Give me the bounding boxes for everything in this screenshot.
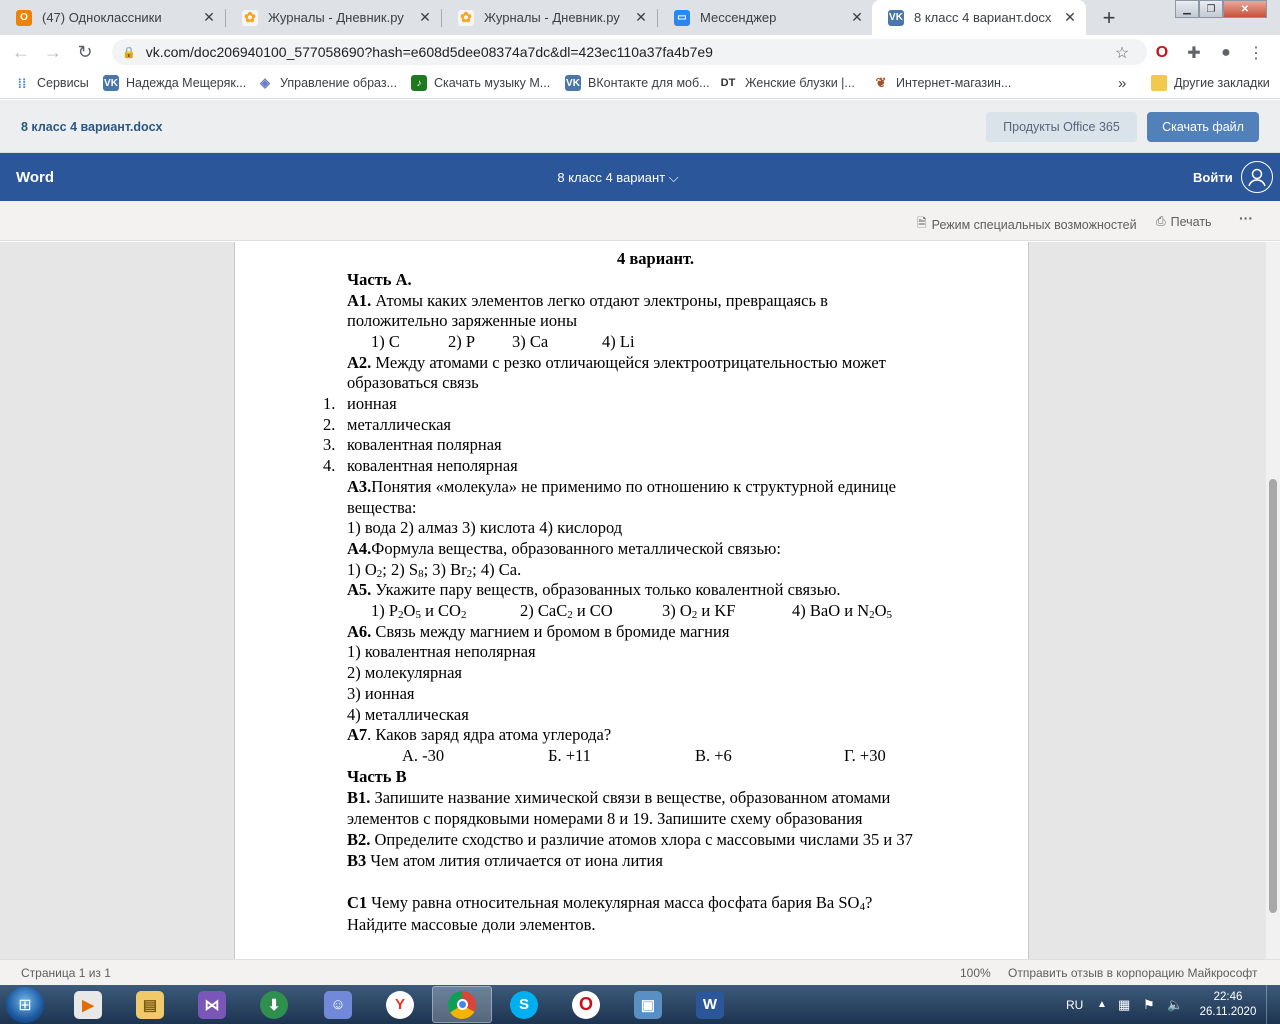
a7-option-v: В. +6 (695, 746, 732, 765)
bookmark-star-icon[interactable]: ☆ (1114, 45, 1130, 62)
zoom-level[interactable]: 100% (960, 966, 991, 980)
accessibility-icon: 🗎 (917, 216, 927, 230)
a4-options: 1) $O_2$; 2) $S_8$; 3) $Br_2$; 4) Ca. (347, 560, 522, 580)
reload-icon[interactable]: ↻ (77, 41, 93, 62)
tab-title: Мессенджер (700, 10, 777, 25)
music-icon: ♪ (411, 75, 427, 91)
forward-icon[interactable]: → (44, 41, 62, 62)
apps-icon: ⁞⁞ (14, 75, 30, 91)
browser-tab-strip (0, 0, 1280, 35)
bookmark-label: Скачать музыку М... (434, 76, 551, 90)
browser-tab-dnevnik-1[interactable] (226, 0, 441, 35)
question-a2: А2. Между атомами с резко отличающейся электроотрицательностью может (347, 353, 886, 372)
sign-in-link[interactable]: Войти (1193, 170, 1233, 185)
bookmarks-bar (0, 69, 1280, 99)
action-center-icon[interactable]: ⚑ (1143, 996, 1155, 1012)
close-tab-icon[interactable]: ✕ (635, 9, 647, 25)
bookmark-nadezhda[interactable] (103, 75, 246, 91)
question-a5: А5. Укажите пару веществ, образованных только ковалентной связью. (347, 580, 841, 599)
skype-icon[interactable]: S (494, 986, 554, 1023)
bookmark-label: Другие закладки (1174, 76, 1270, 90)
new-tab-button[interactable]: + (1102, 5, 1116, 30)
show-desktop-button[interactable] (1266, 985, 1280, 1024)
a6-option-3: 3) ионная (347, 684, 415, 703)
a2-option-1: ионная (347, 394, 397, 413)
dnevnik-icon: ✿ (458, 10, 474, 26)
browser-menu-icon[interactable]: ⋮ (1248, 45, 1264, 62)
browser-tab-odnoklassniki[interactable] (0, 0, 225, 35)
list-number: 1. (323, 394, 336, 413)
close-tab-icon[interactable]: ✕ (851, 9, 863, 25)
opera-extension-icon[interactable]: O (1155, 44, 1169, 61)
question-c1-cont: Найдите массовые доли элементов. (347, 915, 596, 934)
feedback-link[interactable]: Отправить отзыв в корпорацию Майкрософт (1008, 966, 1258, 980)
question-b3: В3 Чем атом лития отличается от иона лития (347, 851, 663, 870)
maximize-icon[interactable]: ❐ (1199, 0, 1223, 18)
a5-option-4: 4) BaO и $N_2O_5$ (792, 601, 893, 621)
question-a7: А7. Каков заряд ядра атома углерода? (347, 725, 612, 744)
vk-icon: VK (888, 10, 904, 26)
shop-icon: ❦ (873, 75, 889, 91)
profile-icon[interactable]: ● (1221, 44, 1231, 61)
browser-tab-messenger[interactable] (658, 0, 873, 35)
a3-options: 1) вода 2) алмаз 3) кислота 4) кислород (347, 518, 623, 537)
a5-option-1: 1) $P_2O_5$ и $CO_2$ (371, 601, 467, 621)
lock-icon: 🔒 (122, 46, 136, 59)
question-a1-cont: положительно заряженные ионы (347, 311, 578, 330)
tab-title: Журналы - Дневник.ру (268, 10, 404, 25)
address-bar[interactable] (112, 39, 1147, 65)
a5-option-3: 3) $O_2$ и KF (662, 601, 736, 621)
a2-option-4: ковалентная неполярная (347, 456, 518, 475)
discord-icon[interactable]: ☺ (308, 986, 368, 1023)
bookmark-label: Сервисы (37, 76, 89, 90)
bookmark-music[interactable] (411, 75, 550, 91)
page-count: Страница 1 из 1 (21, 966, 111, 980)
browser-tab-dnevnik-2[interactable] (442, 0, 657, 35)
close-tab-icon[interactable]: ✕ (203, 9, 215, 25)
part-b-heading: Часть В (347, 767, 407, 786)
volume-icon[interactable]: 🔈 (1167, 996, 1184, 1012)
bookmark-shop[interactable] (873, 75, 1011, 91)
folder-icon (1151, 75, 1167, 91)
file-explorer-icon[interactable]: ▤ (120, 986, 180, 1023)
word-app-name[interactable]: Word (16, 169, 55, 186)
print-button[interactable] (1156, 214, 1212, 229)
bookmark-blouses[interactable] (718, 75, 855, 91)
windows-taskbar (0, 985, 1280, 1024)
document-name: 8 класс 4 вариант.docx (21, 120, 163, 134)
bookmark-education[interactable] (257, 75, 397, 91)
list-number: 2. (323, 415, 336, 434)
vk-document-header (0, 100, 1280, 153)
printer-icon: ⎙ (1156, 214, 1166, 228)
bookmark-label: Управление образ... (280, 76, 397, 90)
windows-start-icon[interactable]: ⊞ (6, 987, 44, 1023)
list-number: 3. (323, 435, 336, 454)
question-a6: А6. Связь между магнием и бромом в бромиде магния (347, 622, 730, 641)
show-hidden-icons[interactable]: ▲ (1097, 999, 1107, 1010)
windows-media-icon[interactable]: ▶ (58, 986, 118, 1023)
question-c1: С1 Чему равна относительная молекулярная масса фосфата бария Ва $SO_4$? (347, 893, 873, 913)
question-a3-cont: вещества: (347, 498, 417, 517)
question-b1: В1. Запишите название химической связи в веществе, образованном атомами (347, 788, 891, 807)
document-viewport (0, 242, 1266, 959)
a7-option-g: Г. +30 (844, 746, 886, 765)
list-number: 4. (323, 456, 336, 475)
question-a4: А4.Формула вещества, образованного металлической связью: (347, 539, 781, 558)
word-command-bar (0, 201, 1280, 241)
language-indicator[interactable]: RU (1066, 997, 1084, 1012)
a6-option-2: 2) молекулярная (347, 663, 463, 682)
scrollbar-thumb[interactable] (1269, 479, 1277, 913)
word-icon[interactable]: W (680, 986, 740, 1023)
a1-option-4: 4) Li (602, 332, 635, 351)
a6-option-1: 1) ковалентная неполярная (347, 642, 536, 661)
question-b1-cont: элементов с порядковыми номерами 8 и 19. Запишите схему образования (347, 809, 863, 828)
more-options-button[interactable]: ··· (1239, 210, 1253, 226)
a7-option-a: А. -30 (402, 746, 445, 765)
a7-option-b: Б. +11 (548, 746, 591, 765)
document-scrollbar[interactable] (1266, 242, 1280, 959)
download-file-button[interactable]: Скачать файл (1147, 112, 1259, 142)
user-avatar-icon[interactable] (1241, 161, 1273, 193)
photo-viewer-icon[interactable]: ▣ (618, 986, 678, 1023)
browser-tab-document[interactable] (872, 0, 1086, 35)
dt-icon: DT (718, 75, 738, 91)
question-a3: А3.Понятия «молекула» не применимо по отношению к структурной единице (347, 477, 896, 496)
bookmark-vk-mobile[interactable] (565, 75, 710, 91)
back-icon[interactable]: ← (12, 41, 30, 62)
bookmark-services[interactable] (14, 75, 89, 91)
a1-option-3: 3) Ca (512, 332, 549, 351)
clock[interactable] (1198, 985, 1258, 1024)
a1-option-2: 2) P (448, 332, 476, 351)
office-products-button[interactable]: Продукты Office 365 (986, 112, 1137, 142)
tab-title: 8 класс 4 вариант.docx (914, 10, 1052, 25)
a1-option-1: 1) C (371, 332, 400, 351)
bookmark-label: Женские блузки |... (745, 76, 855, 90)
question-b2: В2. Определите сходство и различие атомов хлора с массовыми числами 35 и 37 (347, 830, 913, 849)
question-a2-cont: образоваться связь (347, 373, 479, 392)
visual-studio-icon[interactable]: ⋈ (182, 986, 242, 1023)
bookmark-label: Интернет-магазин... (896, 76, 1012, 90)
chrome-icon[interactable] (432, 986, 492, 1023)
question-a1: А1. Атомы каких элементов легко отдают электроны, превращаясь в (347, 291, 828, 310)
word-document-title[interactable]: 8 класс 4 вариант ⌵ (557, 170, 679, 185)
window-controls (1175, 0, 1267, 20)
accessibility-mode-button[interactable] (917, 214, 1137, 235)
bookmark-label: ВКонтакте для моб... (588, 76, 710, 90)
downloader-icon[interactable]: ⬇ (244, 986, 304, 1023)
a5-option-2: 2) CaC$_2$ и CO (520, 601, 613, 621)
print-label: Печать (1170, 214, 1212, 229)
tab-title: Журналы - Дневник.ру (484, 10, 620, 25)
bookmark-label: Надежда Мещеряк... (126, 76, 247, 90)
vk-icon: VK (565, 75, 581, 91)
close-tab-icon[interactable]: ✕ (419, 9, 431, 25)
extensions-puzzle-icon[interactable]: ✚ (1187, 45, 1201, 62)
part-a-heading: Часть А. (347, 270, 412, 289)
vk-icon: VK (103, 75, 119, 91)
close-window-icon[interactable]: ✕ (1223, 0, 1267, 18)
browser-toolbar (0, 35, 1280, 69)
a2-option-2: металлическая (347, 415, 451, 434)
close-tab-icon[interactable]: ✕ (1064, 9, 1076, 25)
network-icon[interactable]: ▦ (1118, 996, 1131, 1012)
word-status-bar (0, 959, 1280, 985)
word-header (0, 153, 1280, 201)
shield-icon: ◈ (257, 75, 273, 91)
minimize-icon[interactable]: ▁ (1175, 0, 1199, 18)
document-page (234, 242, 1029, 959)
bookmarks-overflow-button[interactable]: » (1118, 75, 1127, 92)
variant-title: 4 вариант. (617, 249, 694, 268)
a2-option-3: ковалентная полярная (347, 435, 502, 454)
vk-messenger-icon: ▭ (674, 10, 690, 26)
yandex-browser-icon[interactable]: Y (370, 986, 430, 1023)
clock-time: 22:46 (1213, 990, 1243, 1003)
a6-option-4: 4) металлическая (347, 705, 469, 724)
other-bookmarks[interactable] (1151, 75, 1270, 91)
odnoklassniki-icon: О (16, 10, 32, 26)
tab-title: (47) Одноклассники (42, 10, 162, 25)
clock-date: 26.11.2020 (1199, 1005, 1257, 1018)
accessibility-label: Режим специальных возможностей (931, 217, 1137, 232)
url-text: vk.com/doc206940100_577058690?hash=e608d5dee08374a7dc&dl=423ec110a37fa4b7e9 (145, 44, 713, 60)
dnevnik-icon: ✿ (242, 10, 258, 26)
opera-icon[interactable]: O (556, 986, 616, 1023)
